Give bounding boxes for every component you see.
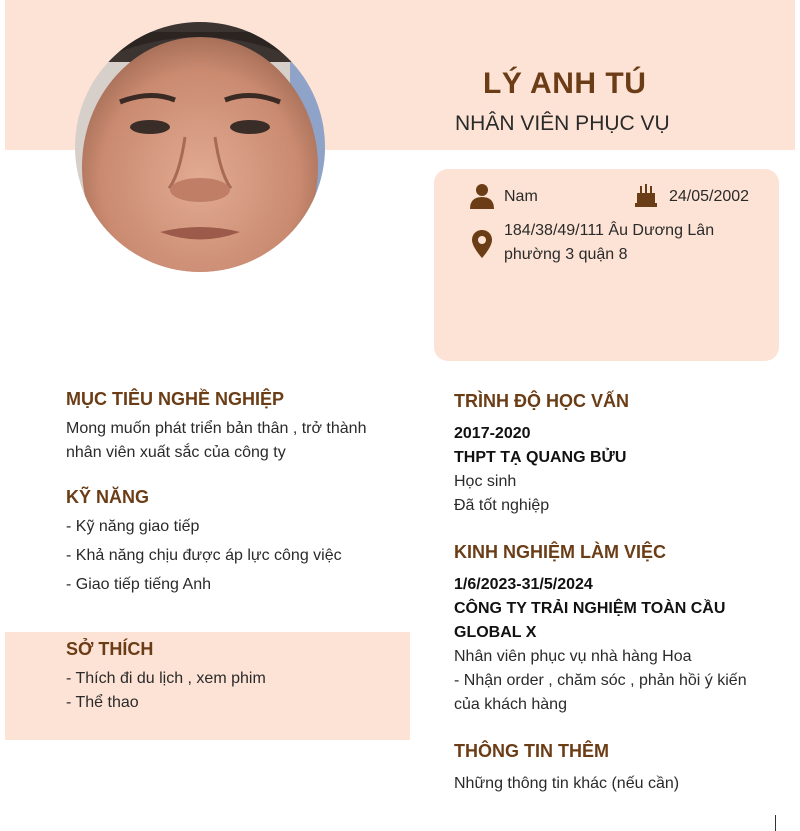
birthday-cake-icon: [635, 183, 657, 212]
education-period: 2017-2020: [454, 425, 531, 442]
experience-company-line-1: CÔNG TY TRẢI NGHIỆM TOÀN CẦU: [454, 600, 726, 617]
address-line-2: phường 3 quận 8: [504, 246, 628, 263]
hobbies-heading: SỞ THÍCH: [66, 639, 154, 659]
job-title: NHÂN VIÊN PHỤC VỤ: [455, 112, 670, 135]
experience-position: Nhân viên phục vụ nhà hàng Hoa: [454, 648, 692, 665]
career-goal-heading: MỤC TIÊU NGHỀ NGHIỆP: [66, 389, 285, 409]
birthday-value: 24/05/2002: [669, 188, 750, 205]
experience-company-line-2: GLOBAL X: [454, 624, 537, 641]
gender-value: Nam: [504, 188, 538, 205]
career-goal-line-1: Mong muốn phát triển bản thân , trở thành: [66, 420, 367, 437]
extra-info-heading: THÔNG TIN THÊM: [454, 741, 609, 761]
skill-item: - Kỹ năng giao tiếp: [66, 518, 200, 535]
hobby-item: - Thích đi du lịch , xem phim: [66, 670, 266, 687]
text-cursor: [775, 815, 776, 831]
experience-task-line-2: của khách hàng: [454, 696, 567, 713]
experience-period: 1/6/2023-31/5/2024: [454, 576, 593, 593]
person-icon: [470, 183, 494, 214]
extra-info-text: Những thông tin khác (nếu cần): [454, 775, 680, 792]
profile-photo: [75, 22, 325, 272]
address-line-1: 184/38/49/111 Âu Dương Lân: [504, 222, 715, 239]
education-heading: TRÌNH ĐỘ HỌC VẤN: [454, 391, 629, 411]
personal-info-card: [434, 169, 779, 361]
skills-heading: KỸ NĂNG: [66, 487, 150, 507]
experience-heading: KINH NGHIỆM LÀM VIỆC: [454, 542, 667, 562]
skill-item: - Khả năng chịu được áp lực công việc: [66, 547, 342, 564]
location-pin-icon: [472, 230, 492, 263]
education-role: Học sinh: [454, 473, 517, 490]
experience-task-line-1: - Nhận order , chăm sóc , phản hồi ý kiến: [454, 672, 747, 689]
career-goal-line-2: nhân viên xuất sắc của công ty: [66, 444, 286, 461]
hobby-item: - Thể thao: [66, 694, 139, 711]
candidate-name: LÝ ANH TÚ: [483, 67, 647, 100]
education-status: Đã tốt nghiệp: [454, 497, 550, 514]
education-school: THPT TẠ QUANG BỬU: [454, 449, 627, 466]
skill-item: - Giao tiếp tiếng Anh: [66, 576, 211, 593]
